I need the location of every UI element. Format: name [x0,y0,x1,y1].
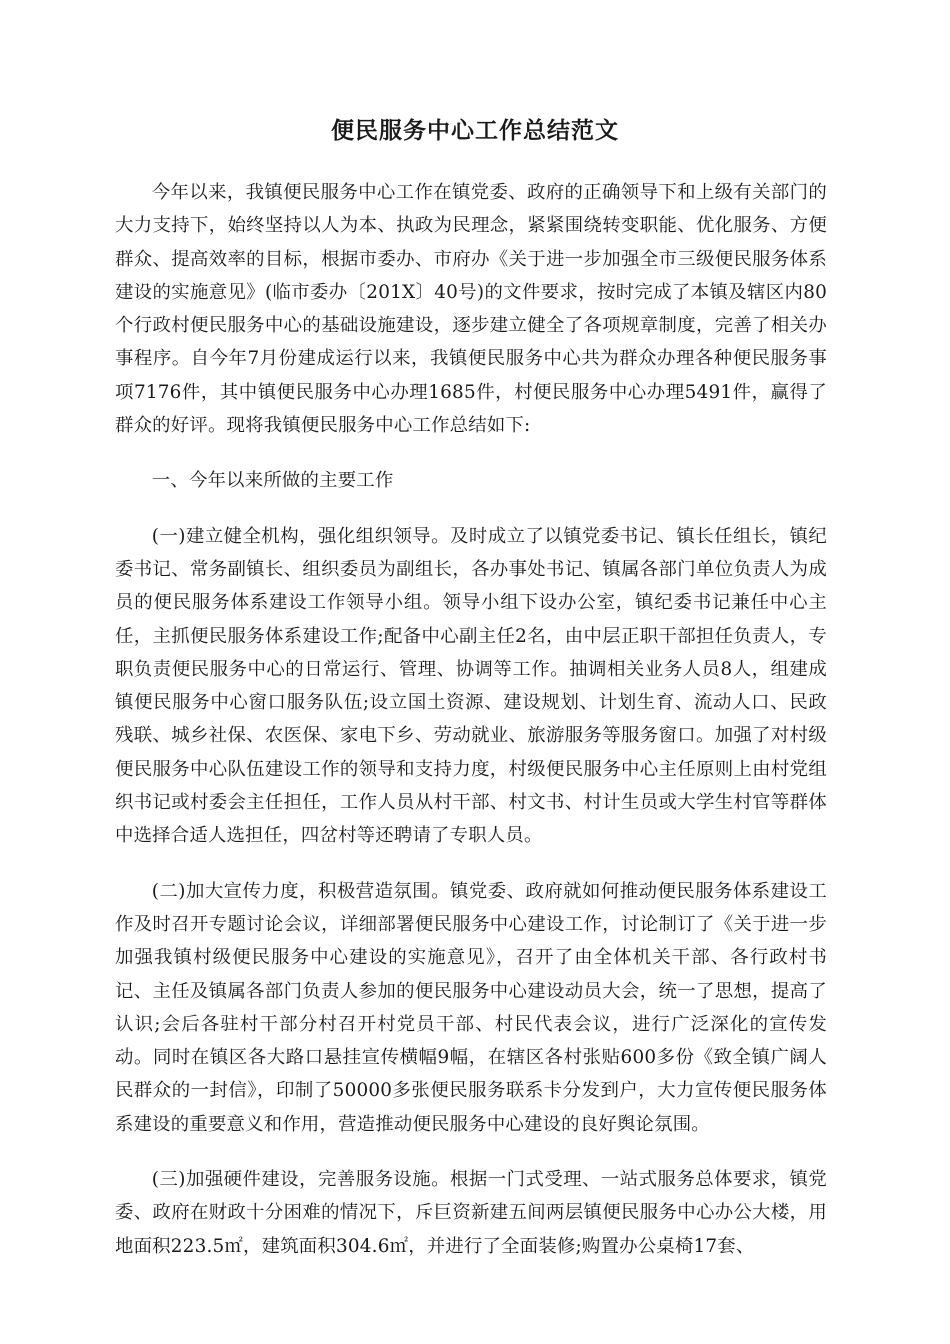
section-3-paragraph: (三)加强硬件建设，完善服务设施。根据一门式受理、一站式服务总体要求，镇党委、政府在财政十分困难的情况下，斥巨资新建五间两层镇便民服务中心办公大楼，用地面积223.5㎡，建筑面积304.6㎡，并进行了全面装修;购置办公桌椅17套、 [115,1169,827,1257]
section-1-paragraph: (一)建立健全机构，强化组织领导。及时成立了以镇党委书记、镇长任组长，镇纪委书记、常务副镇长、组织委员为副组长，各办事处书记、镇属各部门单位负责人为成员的便民服务体系建设工作领导小组。领导小组下设办公室，镇纪委书记兼任中心主任，主抓便民服务体系建设工作;配备中心副主任2名，由中层正职干部担任负责人，专职负责便民服务中心的日常运行、管理、协调等工作。抽调相关业务人员8人，组建成镇便民服务中心窗口服务队伍;设立国土资源、建设规划、计划生育、流动人口、民政残联、城乡社保、农医保、家电下乡、劳动就业、旅游服务等服务窗口。加强了对村级便民服务中心队伍建设工作的领导和支持力度，村级便民服务中心主任原则上由村党组织书记或村委会主任担任，工作人员从村干部、村文书、村计生员或大学生村官等群体中选择合适人选担任，四岔村等还聘请了专职人员。 [115,525,827,847]
section-2-paragraph: (二)加大宣传力度，积极营造氛围。镇党委、政府就如何推动便民服务体系建设工作及时召开专题讨论会议，详细部署便民服务中心建设工作，讨论制订了《关于进一步加强我镇村级便民服务中心建设的实施意见》，召开了由全体机关干部、各行政村书记、主任及镇属各部门负责人参加的便民服务中心建设动员大会，统一了思想，提高了认识;会后各驻村干部分村召开村党员干部、村民代表会议，进行广泛深化的宣传发动。同时在镇区各大路口悬挂宣传横幅9幅，在辖区各村张贴600多份《致全镇广阔人民群众的一封信》，印制了50000多张便民服务联系卡分发到户，大力宣传便民服务体系建设的重要意义和作用，营造推动便民服务中心建设的良好舆论氛围。 [115,880,827,1135]
intro-paragraph: 今年以来，我镇便民服务中心工作在镇党委、政府的正确领导下和上级有关部门的大力支持下，始终坚持以人为本、执政为民理念，紧紧围绕转变职能、优化服务、方便群众、提高效率的目标，根据市委办、市府办《关于进一步加强全市三级便民服务体系建设的实施意见》(临市委办〔201X〕40号)的文件要求，按时完成了本镇及辖区内80个行政村便民服务中心的基础设施建设，逐步建立健全了各项规章制度，完善了相关办事程序。自今年7月份建成运行以来，我镇便民服务中心共为群众办理各种便民服务事项7176件，其中镇便民服务中心办理1685件，村便民服务中心办理5491件，赢得了群众的好评。现将我镇便民服务中心工作总结如下: [115,182,827,437]
document-body [115,176,827,1285]
section-heading: 一、今年以来所做的主要工作 [151,470,394,492]
document-title: 便民服务中心工作总结范文 [331,118,619,144]
